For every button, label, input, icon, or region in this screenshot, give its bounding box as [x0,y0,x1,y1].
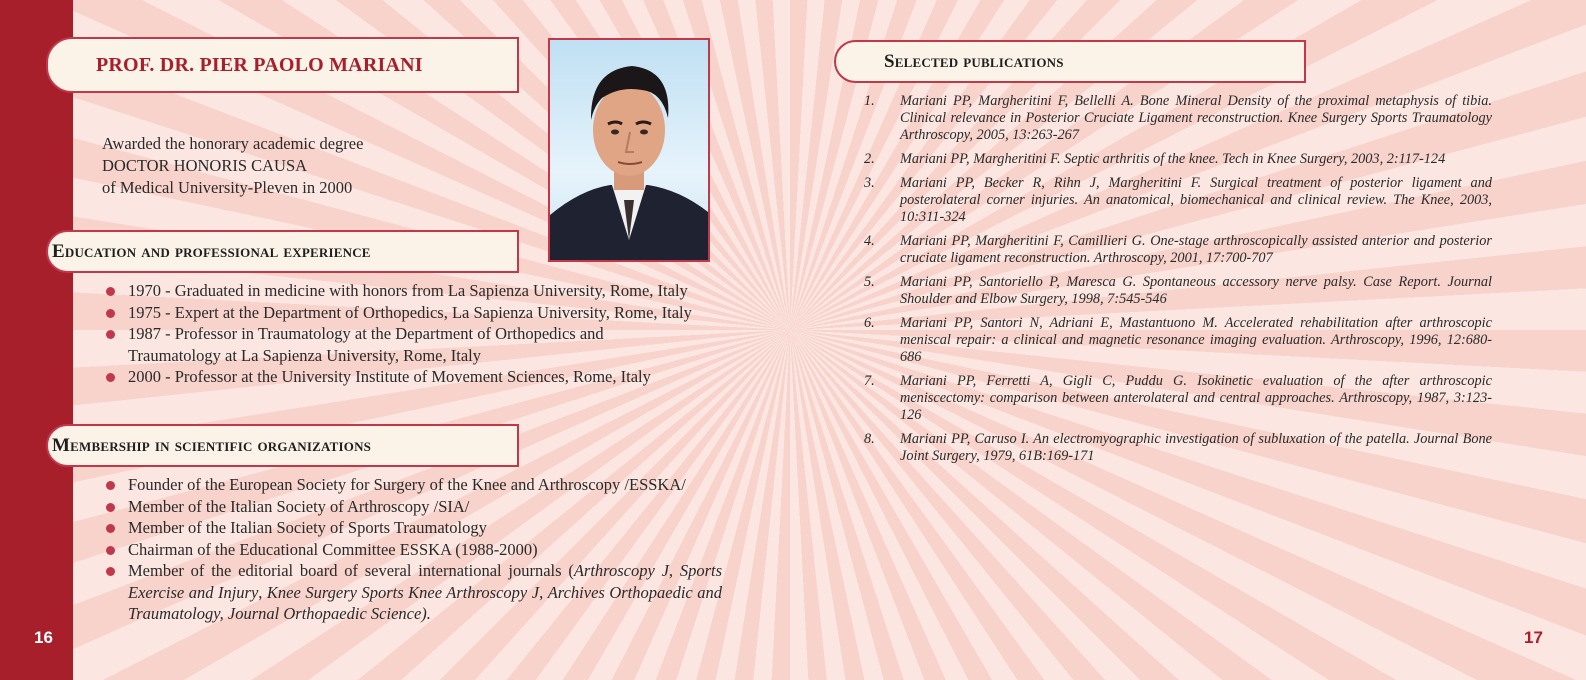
publication-item: 5. Mariani PP, Santoriello P, Maresca G. Spontaneous accessory nerve palsy. Case Report. Journal Shoulder and Elbow Surgery, 1998, 7:545-546 [864,274,1492,307]
left-sidebar-band [0,0,73,680]
journal-name: Archives Orthopaedic and Traumatology, Journal Orthopaedic Science [128,582,722,623]
publication-item: 6. Mariani PP, Santori N, Adriani E, Mastantuono M. Accelerated rehabilitation after arthroscopic meniscal repair: a clinical and magnetic resonance imaging evaluation. Arthroscopy, 1996, 12:680-686 [864,315,1492,365]
list-item: Member of the Italian Society of Sports Traumatology [102,517,722,539]
name-banner [46,37,519,93]
education-list [102,280,752,388]
publication-item: 3. Mariani PP, Becker R, Rihn J, Margheritini F. Surgical treatment of posterior ligament and posterolateral corner injuries. An anatomical, biomechanical and clinical review. The Knee, 2003, 10:311-324 [864,175,1492,225]
list-item: Chairman of the Educational Committee ESSKA (1988-2000) [102,539,722,561]
membership-banner [46,424,519,467]
publications-heading: Selected publications [884,50,1064,72]
publication-item: 8. Mariani PP, Caruso I. An electromyographic investigation of subluxation of the patella. Journal Bone Joint Surgery, 1979, 61B:169-171 [864,431,1492,464]
publication-item: 7. Mariani PP, Ferretti A, Gigli C, Puddu G. Isokinetic evaluation of the after arthroscopic meniscectomy: comparison between anterolateral and central approaches. Arthroscopy, 1987, 3:123-126 [864,373,1492,423]
journal-name: Arthroscopy J [573,561,669,580]
honorary-degree-text [102,133,363,199]
membership-list [102,474,722,625]
education-banner [46,230,519,273]
portrait-illustration [550,40,708,260]
award-line-2: DOCTOR HONORIS CAUSA [102,156,308,175]
list-item: Member of the Italian Society of Arthroscopy /SIA/ [102,496,722,518]
list-item: Member of the editorial board of several international journals (Arthroscopy J, Sports Exercise and Injury, Knee Surgery Sports Knee Arthroscopy J, Archives Orthopaedic and Traumatology, Journal Orthopaedic Science). [102,560,722,625]
page-number-right: 17 [1524,628,1543,647]
publication-item: 4. Mariani PP, Margheritini F, Camillieri G. One-stage arthroscopically assisted anterior and posterior cruciate ligament reconstruction. Arthroscopy, 2001, 17:700-707 [864,233,1492,266]
publication-item: 2. Mariani PP, Margheritini F. Septic arthritis of the knee. Tech in Knee Surgery, 2003, 2:117-124 [864,151,1446,167]
list-item: 1975 - Expert at the Department of Orthopedics, La Sapienza University, Rome, Italy [102,302,752,324]
education-heading: Education and professional experience [52,240,371,262]
portrait-photo [548,38,710,262]
publication-item: 1. Mariani PP, Margheritini F, Bellelli A. Bone Mineral Density of the proximal metaphysis of tibia. Clinical relevance in Posterior Cruciate Ligament reconstruction. Knee Surgery Sports Traumatology Arthroscopy, 2005, 13:263-267 [864,93,1492,143]
membership-heading: Membership in scientific organizations [52,434,372,456]
journal-name: Sports Exercise and Injury [128,561,722,602]
list-item: 1970 - Graduated in medicine with honors from La Sapienza University, Rome, Italy [102,280,752,302]
list-item: 1987 - Professor in Traumatology at the Department of Orthopedics and Traumatology at La Sapienza University, Rome, Italy [102,323,658,366]
list-item: Founder of the European Society for Surgery of the Knee and Arthroscopy /ESSKA/ [102,474,722,496]
list-item: 2000 - Professor at the University Institute of Movement Sciences, Rome, Italy [102,366,752,388]
publications-banner [834,40,1306,83]
person-name: PROF. DR. PIER PAOLO MARIANI [96,53,423,76]
award-line-1: Awarded the honorary academic degree [102,134,364,153]
publications-list [864,93,1492,472]
journal-name: Knee Surgery Sports Knee Arthroscopy J [266,582,540,602]
award-line-3: of Medical University-Pleven in 2000 [102,178,353,197]
page-number-left: 16 [34,628,53,647]
